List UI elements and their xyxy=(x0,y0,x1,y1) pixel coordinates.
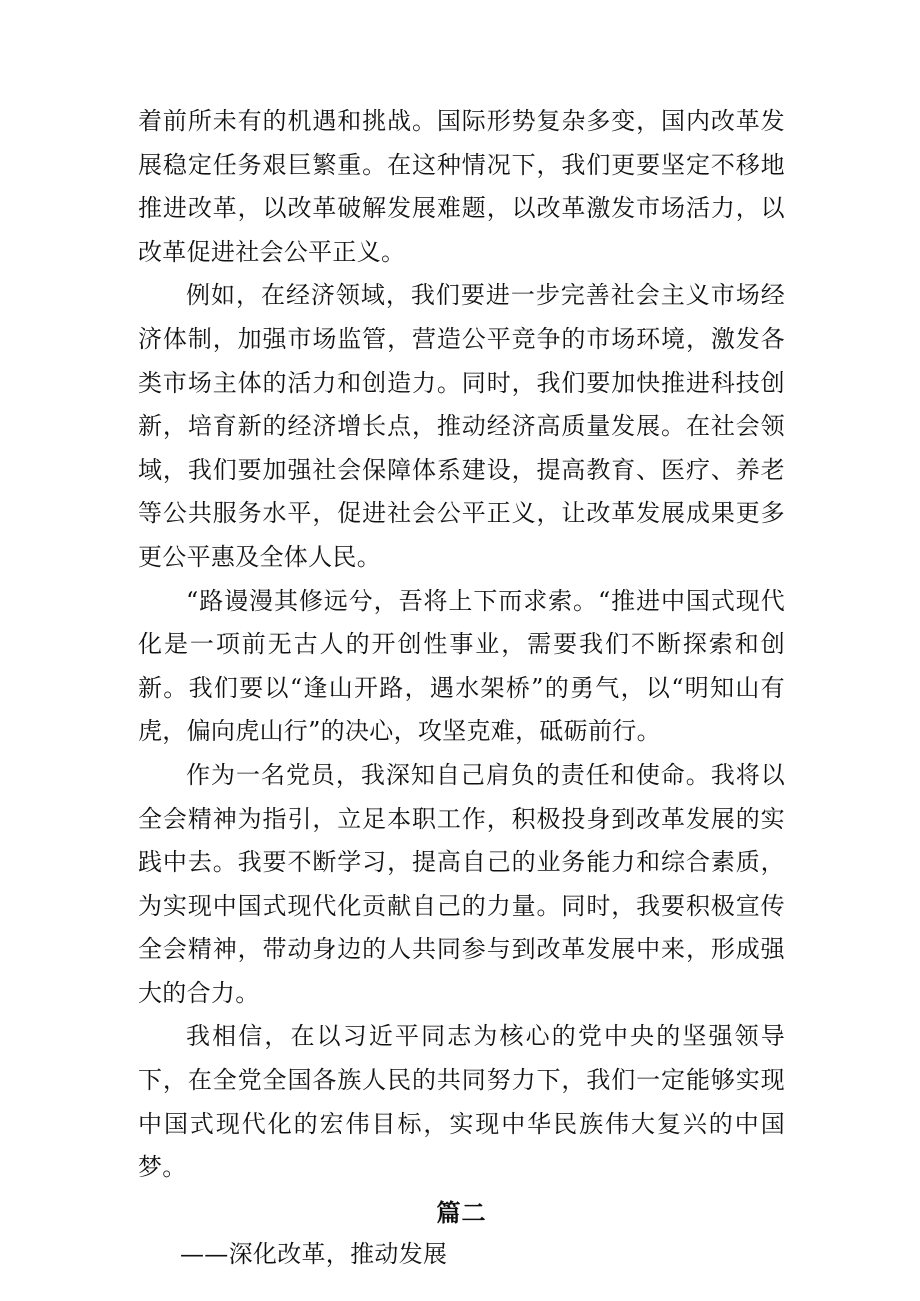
section-title: 篇二 xyxy=(436,1197,487,1227)
paragraph-party-member: 作为一名党员，我深知自己肩负的责任和使命。我将以全会精神为指引，立足本职工作，积极投身到改革发展的实践中去。我要不断学习，提高自己的业务能力和综合素质，为实现中国式现代化贡献自己的力量。同时，我要积极宣传全会精神，带动身边的人共同参与到改革发展中来，形成强大的合力。 xyxy=(138,760,785,1007)
paragraph-economic-example: 例如，在经济领域，我们要进一步完善社会主义市场经济体制，加强市场监管，营造公平竞争的市场环境，激发各类市场主体的活力和创造力。同时，我们要加快推进科技创新，培育新的经济增长点，推动经济高质量发展。在社会领域，我们要加强社会保障体系建设，提高教育、医疗、养老等公共服务水平，促进社会公平正义，让改革发展成果更多更公平惠及全体人民。 xyxy=(138,281,785,571)
section-subtitle: ——深化改革，推动发展 xyxy=(180,1239,448,1268)
paragraph-conclusion: 我相信，在以习近平同志为核心的党中央的坚强领导下，在全党全国各族人民的共同努力下，我们一定能够实现中国式现代化的宏伟目标，实现中华民族伟大复兴的中国梦。 xyxy=(138,1022,785,1182)
paragraph-quote: “路谩漫其修远兮，吾将上下而求索。“推进中国式现代化是一项前无古人的开创性事业，需要我们不断探索和创新。我们要以“逢山开路，遇水架桥”的勇气，以“明知山有虎，偏向虎山行”的决心，攻坚克难，砥砺前行。 xyxy=(138,586,785,746)
document-page xyxy=(138,100,785,1274)
paragraph-continuation: 着前所未有的机遇和挑战。国际形势复杂多变，国内改革发展稳定任务艰巨繁重。在这种情况下，我们更要坚定不移地推进改革，以改革破解发展难题，以改革激发市场活力，以改革促进社会公平正义。 xyxy=(138,107,785,266)
